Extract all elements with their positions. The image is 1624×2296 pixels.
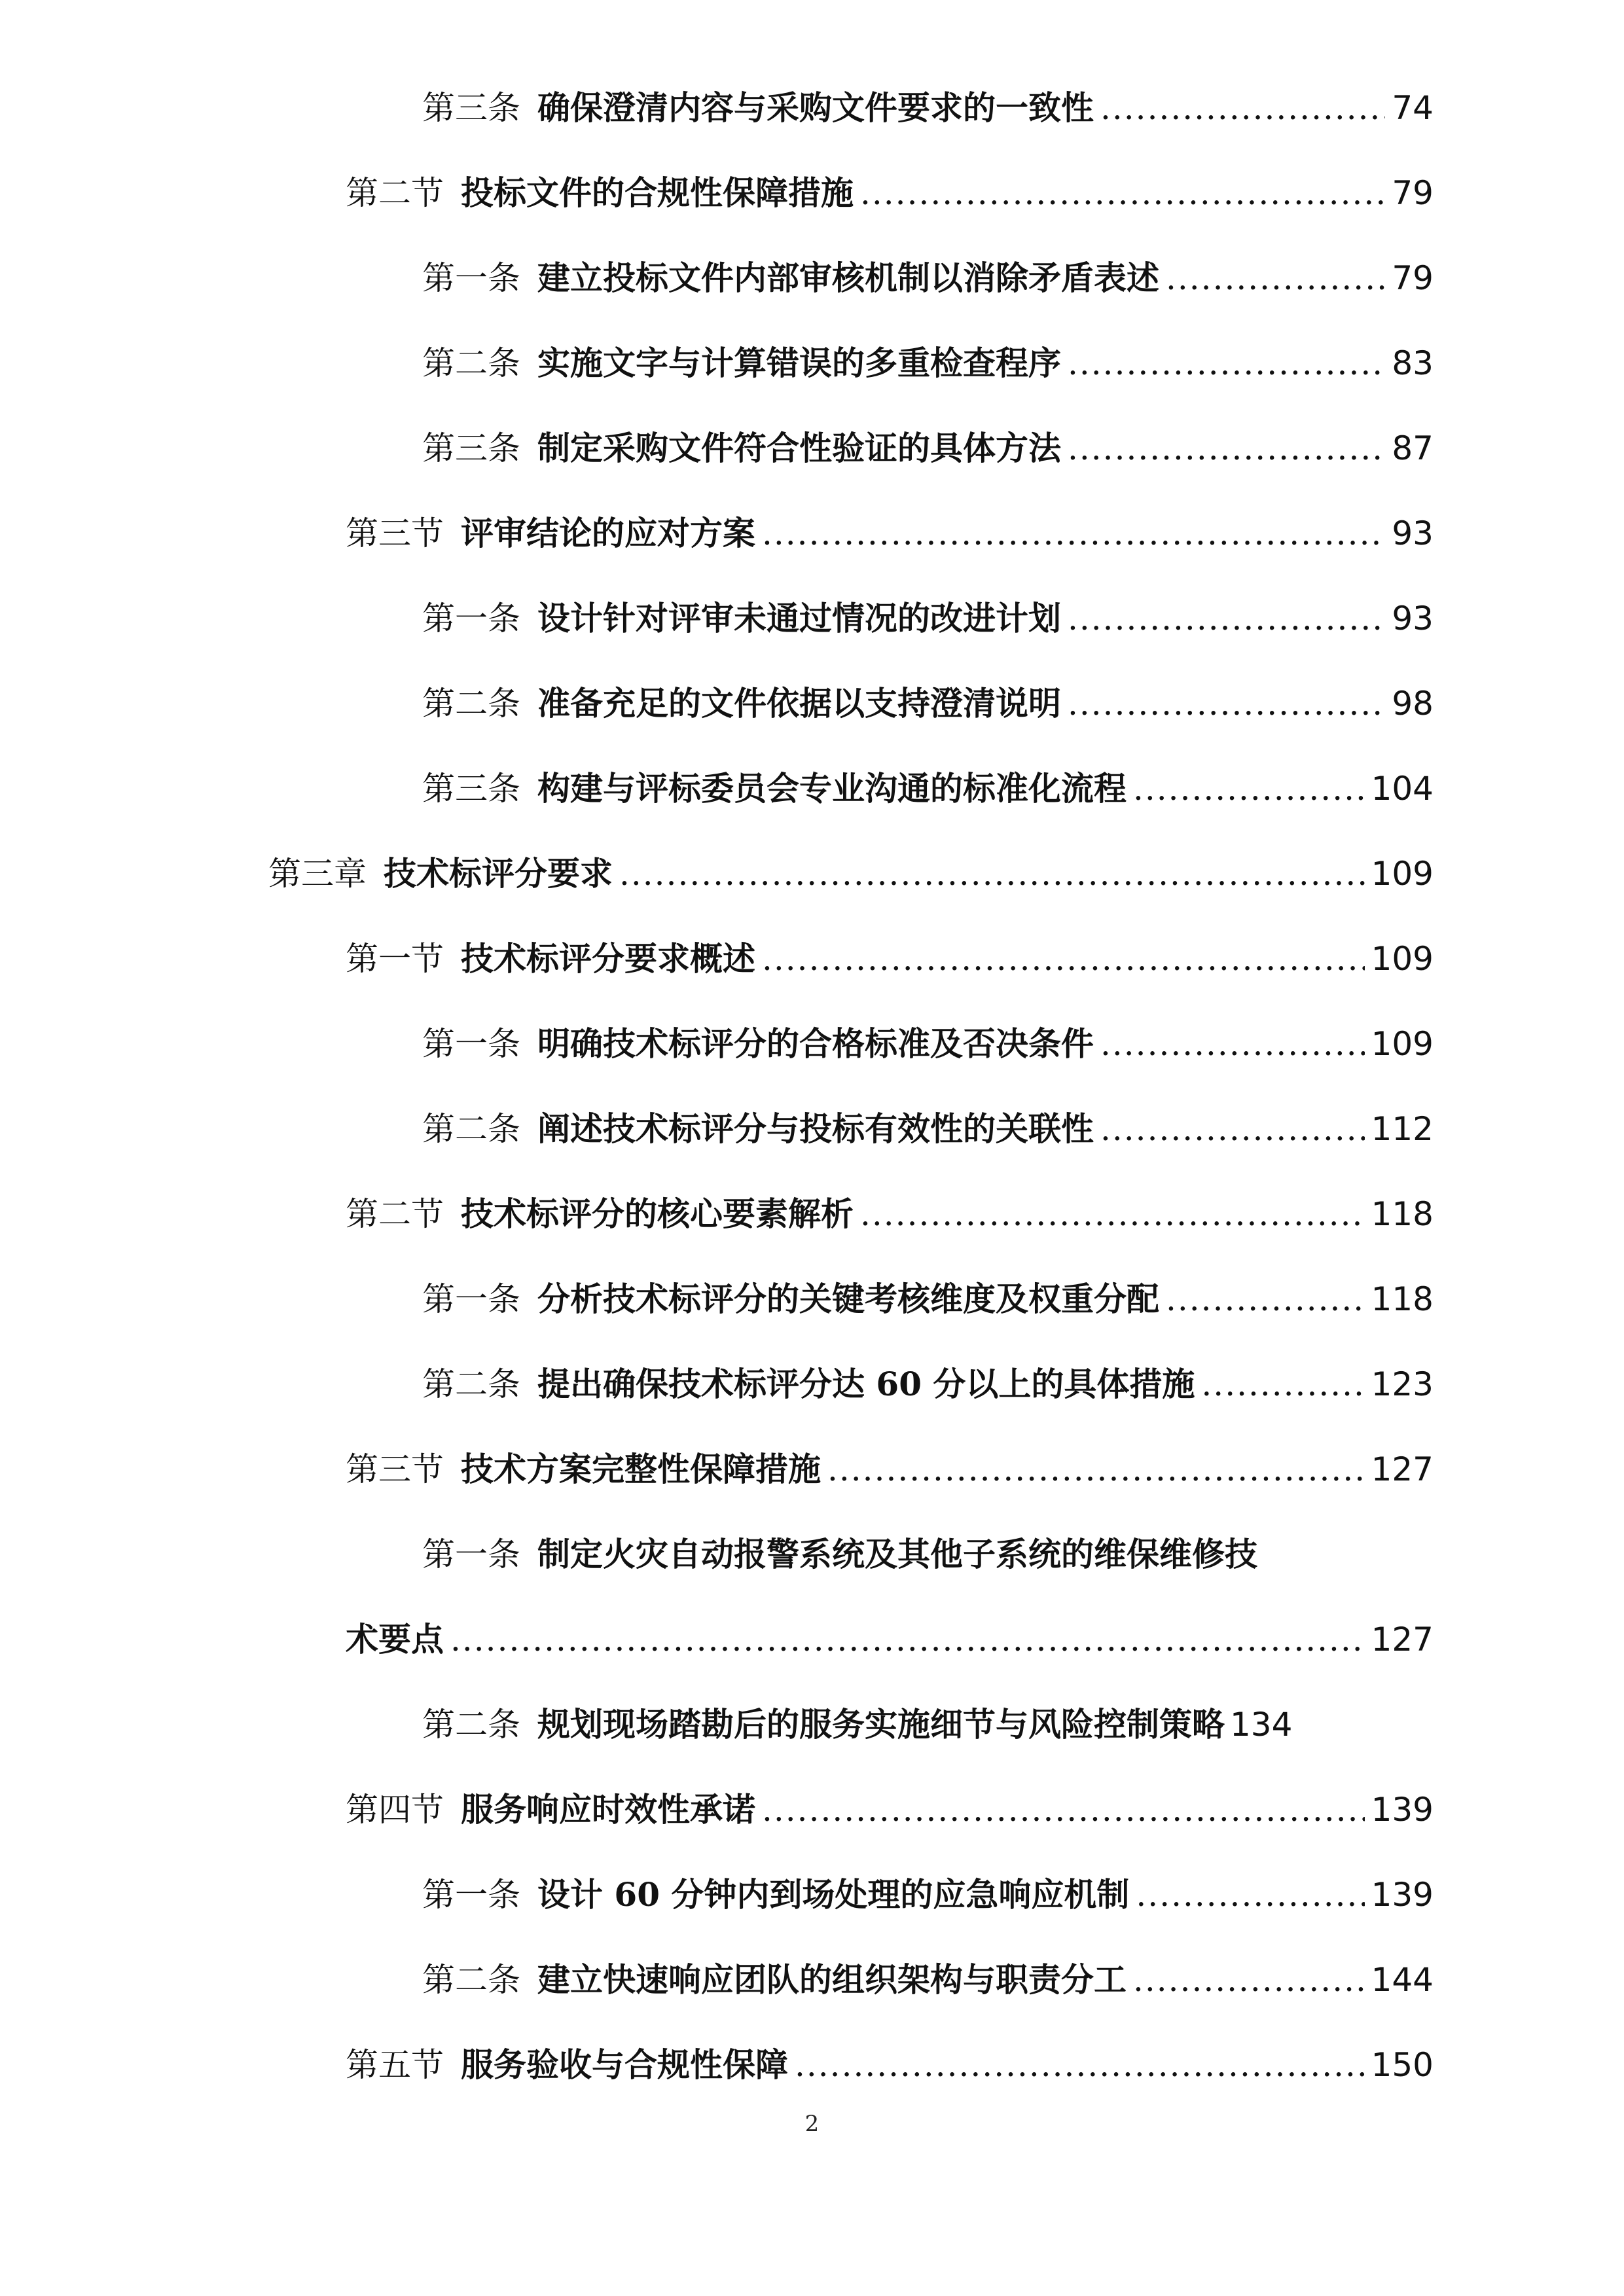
- toc-entry-page: 79: [1392, 259, 1434, 297]
- toc-leader-dots: [1100, 72, 1385, 144]
- toc-entry-title: 规划现场踏勘后的服务实施细节与风险控制策略: [537, 1705, 1225, 1744]
- toc-entry-page: 118: [1371, 1280, 1434, 1318]
- toc-entry-page: 144: [1371, 1961, 1434, 1999]
- toc-leader-dots: [1201, 1348, 1364, 1420]
- toc-entry-title: 制定采购文件符合性验证的具体方法: [537, 429, 1061, 467]
- toc-entry-number: 第一条: [422, 259, 520, 297]
- toc-entry-page: 109: [1371, 1025, 1434, 1063]
- toc-entry-page: 112: [1371, 1110, 1434, 1148]
- toc-entry-article[interactable]: [422, 668, 1434, 740]
- toc-leader-dots: [762, 497, 1385, 569]
- toc-entry-page: 79: [1392, 174, 1434, 212]
- toc-entry-page: 98: [1392, 685, 1434, 723]
- toc-leader-dots: [1068, 412, 1385, 484]
- toc-leader-dots: [1100, 1093, 1365, 1165]
- toc-leader-dots: [1133, 753, 1365, 825]
- toc-leader-dots: [1133, 1944, 1365, 2016]
- toc-entry-page: 118: [1371, 1195, 1434, 1233]
- toc-entry-title: 服务验收与合规性保障: [461, 2045, 788, 2084]
- toc-entry-article[interactable]: [422, 1518, 1434, 1590]
- toc-entry-title: 提出确保技术标评分达 60 分以上的具体措施: [537, 1365, 1195, 1403]
- toc-entry-title: 服务响应时效性承诺: [461, 1790, 755, 1829]
- toc-entry-title: 实施文字与计算错误的多重检查程序: [537, 344, 1061, 382]
- toc-entry-number: 第三节: [346, 1450, 444, 1488]
- toc-leader-dots: [619, 838, 1365, 910]
- toc-entry-title: 明确技术标评分的合格标准及否决条件: [537, 1024, 1094, 1063]
- toc-leader-dots: [1068, 583, 1385, 655]
- toc-entry-title: 制定火灾自动报警系统及其他子系统的维保维修技: [537, 1535, 1257, 1573]
- toc-entry-title: 评审结论的应对方案: [461, 514, 755, 552]
- toc-entry-continuation[interactable]: [346, 1604, 1434, 1676]
- toc-entry-number: 第四节: [346, 1791, 444, 1829]
- toc-leader-dots: [450, 1604, 1365, 1676]
- toc-entry-title: 术要点: [346, 1620, 444, 1659]
- toc-entry-title: 技术方案完整性保障措施: [461, 1450, 821, 1488]
- toc-entry-title: 设计针对评审未通过情况的改进计划: [537, 599, 1061, 637]
- toc-leader-dots: [1068, 327, 1385, 399]
- toc-entry-article[interactable]: [422, 1348, 1434, 1420]
- toc-entry-title: 分析技术标评分的关键考核维度及权重分配: [537, 1280, 1159, 1318]
- toc-entry-number: 第一节: [346, 940, 444, 978]
- toc-entry-title: 建立快速响应团队的组织架构与职责分工: [537, 1960, 1127, 1999]
- toc-leader-dots: [795, 2029, 1365, 2101]
- toc-entry-number: 第一条: [422, 1025, 520, 1063]
- toc-entry-section[interactable]: [346, 1433, 1434, 1505]
- toc-entry-article[interactable]: [422, 583, 1434, 655]
- toc-entry-section[interactable]: [346, 2029, 1434, 2101]
- toc-entry-section[interactable]: [346, 1178, 1434, 1250]
- toc-entry-number: 第一条: [422, 1876, 520, 1914]
- toc-entry-page: 109: [1371, 855, 1434, 893]
- toc-entry-number: 第二条: [422, 1961, 520, 1999]
- toc-entry-article[interactable]: [422, 1689, 1434, 1761]
- toc-leader-dots: [1166, 242, 1385, 314]
- toc-entry-page: 139: [1371, 1791, 1434, 1829]
- toc-entry-number: 第二节: [346, 1195, 444, 1233]
- toc-leader-dots: [1100, 1008, 1365, 1080]
- toc-entry-number: 第二条: [422, 344, 520, 382]
- toc-entry-page: 127: [1371, 1621, 1434, 1659]
- toc-entry-page: 109: [1371, 940, 1434, 978]
- toc-entry-title: 阐述技术标评分与投标有效性的关联性: [537, 1109, 1094, 1148]
- toc-entry-article[interactable]: [422, 1093, 1434, 1165]
- toc-entry-title: 建立投标文件内部审核机制以消除矛盾表述: [537, 259, 1159, 297]
- toc-entry-article[interactable]: [422, 72, 1434, 144]
- toc-entry-page: 150: [1371, 2046, 1434, 2084]
- toc-leader-dots: [1166, 1263, 1365, 1335]
- toc-entry-article[interactable]: [422, 242, 1434, 314]
- toc-entry-title: 技术标评分的核心要素解析: [461, 1194, 854, 1233]
- toc-entry-page: 74: [1392, 89, 1434, 127]
- toc-entry-section[interactable]: [346, 157, 1434, 229]
- toc-entry-page: 93: [1392, 514, 1434, 552]
- toc-entry-number: 第二条: [422, 685, 520, 723]
- toc-leader-dots: [860, 1178, 1365, 1250]
- toc-entry-section[interactable]: [346, 1774, 1434, 1846]
- toc-entry-number: 第三节: [346, 514, 444, 552]
- toc-entry-number: 第一条: [422, 600, 520, 637]
- toc-entry-article[interactable]: [422, 1944, 1434, 2016]
- toc-leader-dots: [827, 1433, 1365, 1505]
- toc-leader-dots: [860, 157, 1385, 229]
- toc-entry-number: 第二条: [422, 1706, 520, 1744]
- toc-leader-dots: [1068, 668, 1385, 740]
- toc-entry-article[interactable]: [422, 1263, 1434, 1335]
- toc-entry-page: 104: [1371, 770, 1434, 808]
- toc-entry-page: 123: [1371, 1365, 1434, 1403]
- toc-entry-chapter[interactable]: [268, 838, 1434, 910]
- toc-entry-page: 87: [1392, 429, 1434, 467]
- page-number: 2: [804, 2111, 820, 2137]
- toc-entry-article[interactable]: [422, 327, 1434, 399]
- toc-entry-page: 139: [1371, 1876, 1434, 1914]
- toc-entry-title: 准备充足的文件依据以支持澄清说明: [537, 684, 1061, 723]
- toc-leader-dots: [762, 1774, 1365, 1846]
- toc-entry-number: 第二节: [346, 174, 444, 212]
- toc-entry-title: 设计 60 分钟内到场处理的应急响应机制: [537, 1875, 1130, 1914]
- toc-entry-article[interactable]: [422, 753, 1434, 825]
- toc-entry-section[interactable]: [346, 923, 1434, 995]
- toc-entry-number: 第三条: [422, 770, 520, 808]
- toc-entry-number: 第三条: [422, 429, 520, 467]
- toc-entry-number: 第一条: [422, 1280, 520, 1318]
- toc-entry-number: 第五节: [346, 2046, 444, 2084]
- toc-entry-article[interactable]: [422, 1859, 1434, 1931]
- toc-entry-article[interactable]: [422, 412, 1434, 484]
- toc-entry-number: 第三条: [422, 89, 520, 127]
- toc-entry-page: 93: [1392, 600, 1434, 637]
- toc-entry-number: 第二条: [422, 1110, 520, 1148]
- toc-entry-title: 技术标评分要求概述: [461, 939, 755, 978]
- toc-entry-page: 83: [1392, 344, 1434, 382]
- toc-leader-dots: [762, 923, 1365, 995]
- toc-entry-title: 确保澄清内容与采购文件要求的一致性: [537, 88, 1094, 127]
- toc-leader-dots: [1136, 1859, 1364, 1931]
- toc-entry-section[interactable]: [346, 497, 1434, 569]
- toc-entry-number: 第二条: [422, 1365, 520, 1403]
- toc-entry-number: 第三章: [268, 855, 367, 893]
- toc-entry-number: 第一条: [422, 1535, 520, 1573]
- toc-entry-title: 构建与评标委员会专业沟通的标准化流程: [537, 769, 1127, 808]
- toc-entry-article[interactable]: [422, 1008, 1434, 1080]
- toc-entry-title: 投标文件的合规性保障措施: [461, 173, 854, 212]
- toc-entry-title: 技术标评分要求: [384, 854, 613, 893]
- toc-entry-page: 134: [1230, 1706, 1293, 1744]
- toc-entry-page: 127: [1371, 1450, 1434, 1488]
